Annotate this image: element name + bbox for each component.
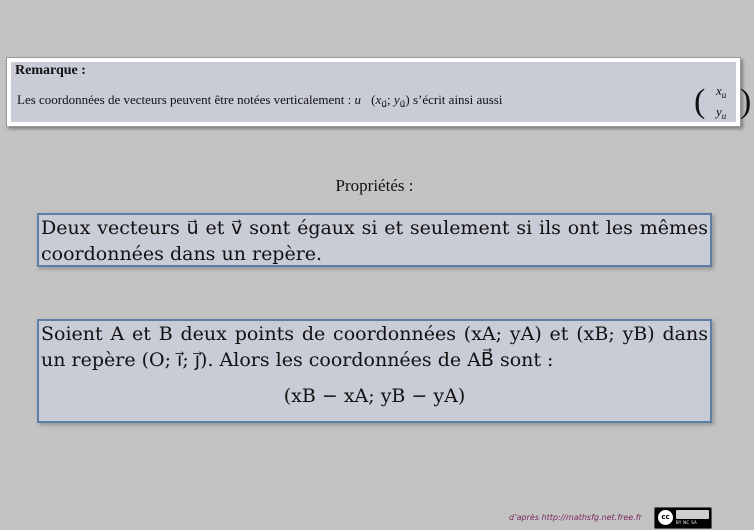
coord-open: (: [371, 92, 376, 107]
column-y-symbol: y: [716, 104, 722, 119]
license-icons: [676, 510, 709, 519]
property-equality-text: Deux vecteurs u⃗ et v⃗ sont égaux si et seulement si ils ont les mêmes coordonnées dans un repère.: [41, 217, 708, 265]
cc-icon: cc: [658, 510, 673, 525]
license-labels: BY NC SA: [676, 520, 698, 525]
y-symbol: y: [393, 92, 400, 107]
property-coordinates-text: Soient A et B deux points de coordonnées (xA; yA) et (xB; yB) dans un repère (O; i⃗; j⃗). Alors les coordonnées de AB⃗ sont :: [41, 323, 708, 371]
paren-right: ): [740, 83, 752, 120]
remark-title: Remarque :: [15, 63, 86, 78]
column-x-subscript: u⃗: [721, 90, 734, 100]
source-credit[interactable]: d’après http://mathsfg.net.free.fr: [509, 513, 642, 522]
remark-text-after: s’écrit ainsi aussi: [409, 92, 503, 107]
vector-u: u⃗: [354, 92, 372, 107]
license-badge[interactable]: [654, 507, 712, 529]
column-x: [716, 83, 733, 100]
y-subscript: u⃗: [399, 99, 406, 109]
properties-title: Propriétés :: [335, 176, 414, 195]
coord-separator: ;: [386, 92, 391, 107]
property-coordinates-formula: (xB − xA; yB − yA): [283, 385, 466, 407]
coord-close: ): [405, 92, 410, 107]
column-x-symbol: x: [716, 83, 722, 98]
property-box-equality: [37, 213, 712, 267]
remark-frame: [6, 57, 752, 127]
x-symbol: x: [375, 92, 382, 107]
remark-panel: [11, 62, 752, 122]
column-y-subscript: u⃗: [721, 111, 734, 121]
remark-text-before: Les coordonnées de vecteurs peuvent être notées verticalement :: [17, 92, 355, 107]
remark-text: [17, 92, 502, 110]
column-vector: [694, 80, 754, 130]
x-subscript: u⃗: [381, 99, 387, 109]
column-y: [716, 104, 733, 121]
paren-left: (: [694, 83, 706, 120]
property-box-coordinates: [37, 319, 712, 423]
